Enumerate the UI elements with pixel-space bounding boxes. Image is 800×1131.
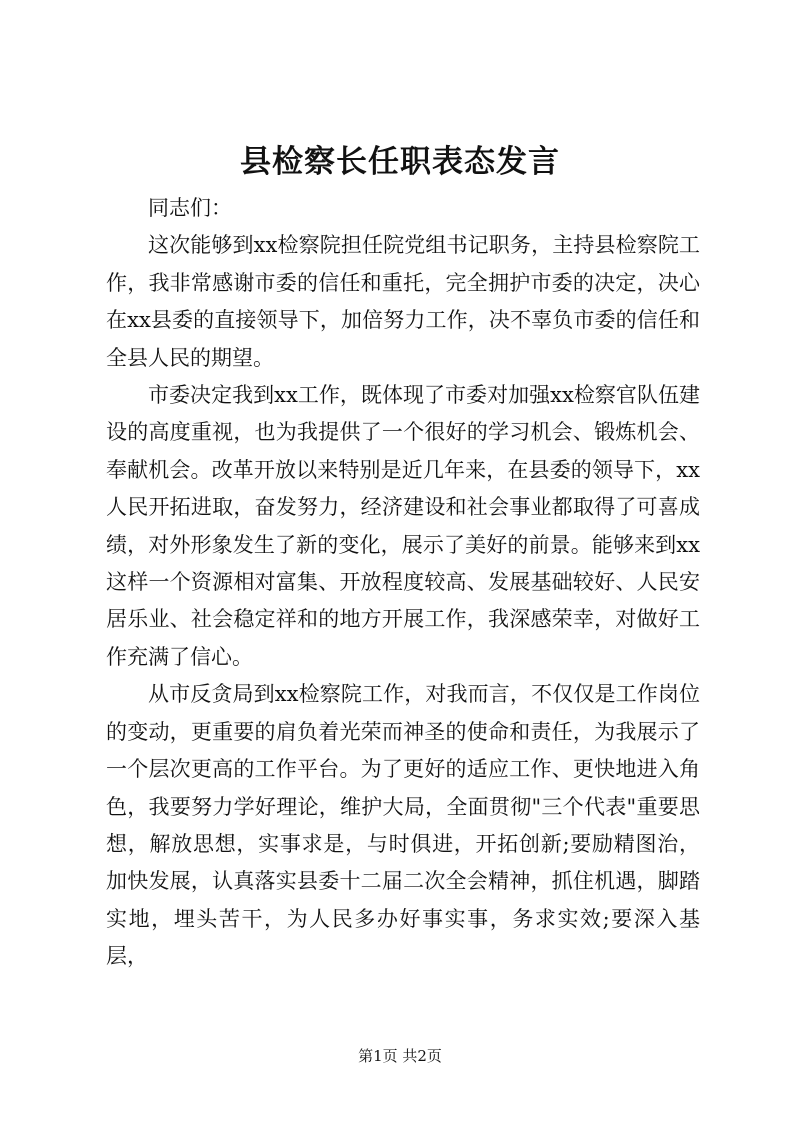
paragraph-2: 市委决定我到xx工作，既体现了市委对加强xx检察官队伍建设的高度重视，也为我提供了一个很好的学习机会、锻炼机会、奉献机会。改革开放以来特别是近几年来，在县委的领导下，xx人民开拓进取，奋发努力，经济建设和社会事业都取得了可喜成绩，对外形象发生了新的变化，展示了美好的前景。能够来到xx这样一个资源相对富集、开放程度较高、发展基础较好、人民安居乐业、社会稳定祥和的地方开展工作，我深感荣幸，对做好工作充满了信心。 [106,383,700,669]
greeting: 同志们： [148,196,232,220]
paragraph-3: 从市反贪局到xx检察院工作，对我而言，不仅仅是工作岗位的变动，更重要的肩负着光荣而神圣的使命和责任，为我展示了一个层次更高的工作平台。为了更好的适应工作、更快地进入角色，我要努力学好理论，维护大局，全面贯彻"三个代表"重要思想，解放思想，实事求是，与时俱进，开拓创新;要励精图治，加快发展，认真落实县委十二届二次全会精神，抓住机遇，脚踏实地，埋头苦干，为人民多办好事实事，务求实效;要深入基层， [106,682,700,969]
document-title: 县检察长任职表态发言 [240,144,560,180]
page-number-footer: 第1页 共2页 [358,1047,442,1065]
paragraph-1: 这次能够到xx检察院担任院党组书记职务，主持县检察院工作，我非常感谢市委的信任和重托，完全拥护市委的决定，决心在xx县委的直接领导下，加倍努力工作，决不辜负市委的信任和全县人民的期望。 [106,233,700,370]
document-body [106,190,700,976]
